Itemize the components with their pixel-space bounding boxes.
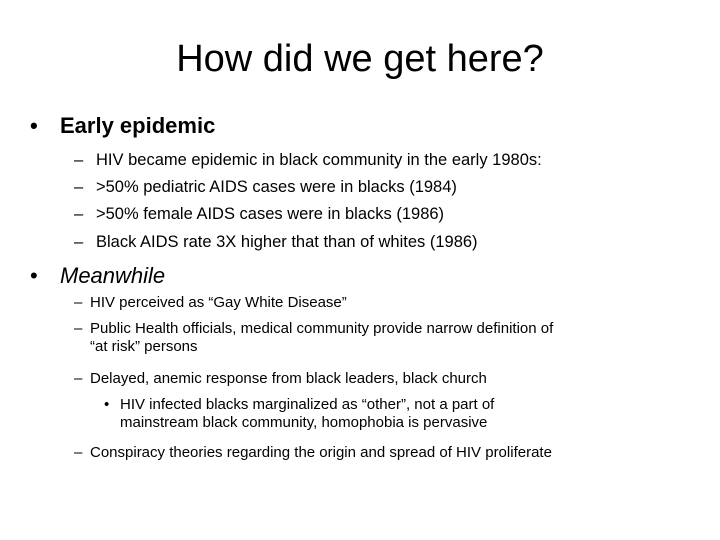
- list-item-text-continued: “at risk” persons: [90, 338, 198, 355]
- dash-icon: –: [74, 370, 83, 387]
- list-item: [74, 148, 542, 172]
- list-item: [74, 294, 347, 312]
- sub-list-item-text-continued: mainstream black community, homophobia is pervasive: [120, 414, 488, 431]
- section-heading-meanwhile: [30, 262, 165, 290]
- list-item-text: HIV became epidemic in black community in the early 1980s:: [96, 151, 542, 169]
- slide-title: How did we get here?: [176, 38, 544, 80]
- bullet-icon: •: [30, 263, 38, 288]
- list-item-text: Conspiracy theories regarding the origin and spread of HIV proliferate: [90, 444, 552, 461]
- list-item: [74, 444, 552, 462]
- list-item-text: Public Health officials, medical community provide narrow definition of: [90, 320, 554, 337]
- list-item: [74, 230, 478, 254]
- dash-icon: –: [74, 444, 83, 461]
- section-heading-early-epidemic: [30, 112, 215, 140]
- list-item: [74, 175, 457, 199]
- list-item-text: >50% female AIDS cases were in blacks (1986): [96, 205, 445, 223]
- list-item-text: >50% pediatric AIDS cases were in blacks (1984): [96, 178, 457, 196]
- dash-icon: –: [74, 178, 84, 196]
- dash-icon: –: [74, 151, 84, 169]
- list-item-text: HIV perceived as “Gay White Disease”: [90, 294, 347, 311]
- section-heading-text: Meanwhile: [60, 263, 166, 288]
- dash-icon: –: [74, 320, 83, 337]
- section-heading-text: Early epidemic: [60, 113, 216, 138]
- sub-list-item-text: HIV infected blacks marginalized as “other”, not a part of: [120, 396, 495, 413]
- list-item: [74, 370, 487, 388]
- list-item-text: Delayed, anemic response from black leaders, black church: [90, 370, 487, 387]
- list-item: [74, 320, 553, 356]
- list-item: [74, 202, 444, 226]
- dash-icon: –: [74, 205, 84, 223]
- sub-list-item: [104, 396, 494, 432]
- bullet-icon: •: [104, 396, 110, 413]
- dash-icon: –: [74, 294, 83, 311]
- list-item-text: Black AIDS rate 3X higher that than of whites (1986): [96, 233, 478, 251]
- dash-icon: –: [74, 233, 84, 251]
- bullet-icon: •: [30, 113, 38, 138]
